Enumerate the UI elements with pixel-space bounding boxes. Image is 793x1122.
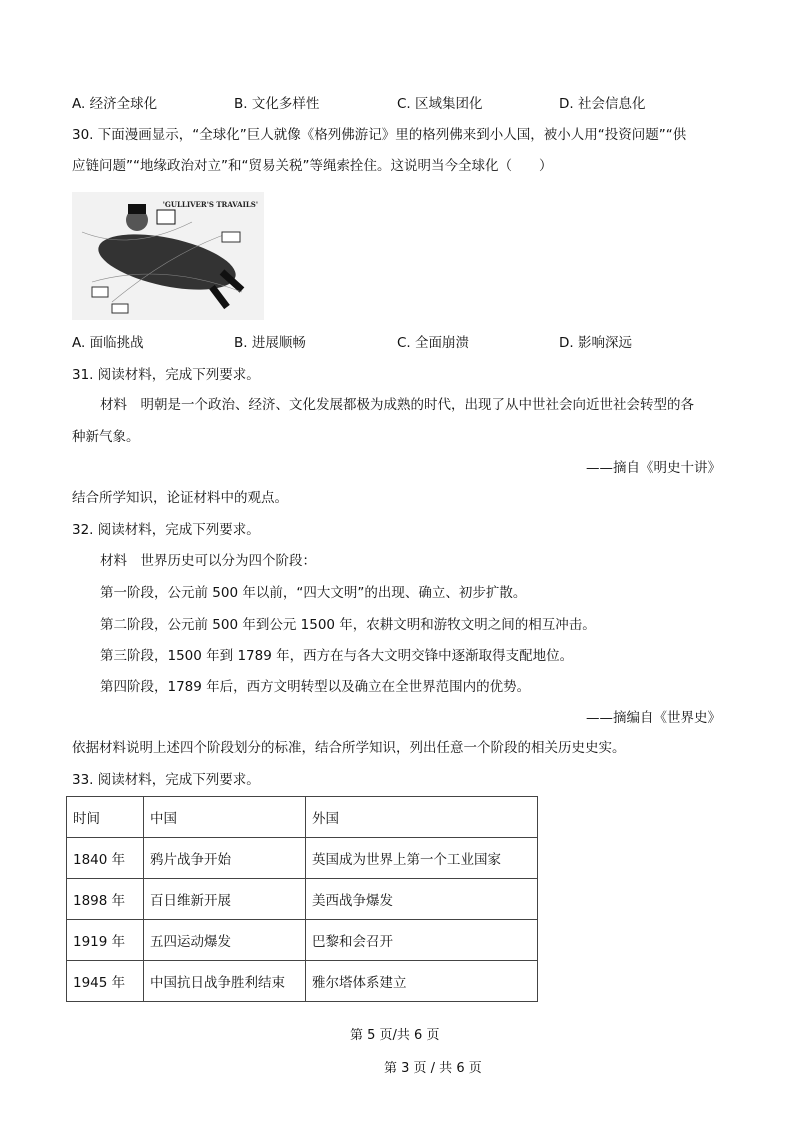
- q32-source: ——摘编自《世界史》: [586, 710, 721, 726]
- q32-stage-2: 第二阶段，公元前 500 年到公元 1500 年，农耕文明和游牧文明之间的相互冲击。: [100, 617, 596, 633]
- outer-page-number: 第 3 页 / 共 6 页: [384, 1061, 482, 1076]
- table-row: [67, 920, 538, 961]
- header-cell: 时间: [67, 797, 144, 838]
- table-cell: 1898 年: [67, 879, 144, 920]
- q32-question: 依据材料说明上述四个阶段划分的标准，结合所学知识，列出任意一个阶段的相关历史史实。: [72, 740, 626, 756]
- option-a: A. 经济全球化: [72, 96, 158, 112]
- q32-stage-4: 第四阶段，1789 年后，西方文明转型以及确立在全世界范围内的优势。: [100, 679, 531, 695]
- q31-title: 31. 阅读材料，完成下列要求。: [72, 367, 260, 383]
- q33-title: 33. 阅读材料，完成下列要求。: [72, 772, 260, 788]
- table-cell: 1919 年: [67, 920, 144, 961]
- table-cell: 1840 年: [67, 838, 144, 879]
- cartoon-drawing: [72, 192, 264, 320]
- table-cell: 鸦片战争开始: [144, 838, 306, 879]
- table-cell: 英国成为世界上第一个工业国家: [306, 838, 538, 879]
- q33-history-table: [66, 796, 538, 1002]
- q30-stem-line1: 30. 下面漫画显示，“全球化”巨人就像《格列佛游记》里的格列佛来到小人国，被小人用“投资问题”“供: [72, 127, 687, 143]
- option-c: C. 区域集团化: [397, 96, 483, 112]
- table-cell: 中国抗日战争胜利结束: [144, 961, 306, 1002]
- table-row: [67, 838, 538, 879]
- table-cell: 雅尔塔体系建立: [306, 961, 538, 1002]
- q32-stage-3: 第三阶段，1500 年到 1789 年，西方在与各大文明交锋中逐渐取得支配地位。: [100, 648, 574, 664]
- option-d: D. 影响深远: [559, 335, 632, 351]
- q32-title: 32. 阅读材料，完成下列要求。: [72, 522, 260, 538]
- q31-question: 结合所学知识，论证材料中的观点。: [72, 490, 288, 506]
- inner-page-number: 第 5 页/共 6 页: [350, 1028, 440, 1043]
- table-cell: 1945 年: [67, 961, 144, 1002]
- table-row: [67, 961, 538, 1002]
- table-cell: 百日维新开展: [144, 879, 306, 920]
- option-b: B. 文化多样性: [234, 96, 320, 112]
- q31-material-line2: 种新气象。: [72, 429, 140, 445]
- table-cell: 美西战争爆发: [306, 879, 538, 920]
- table-header-row: [67, 797, 538, 838]
- table-cell: 巴黎和会召开: [306, 920, 538, 961]
- q32-stage-1: 第一阶段，公元前 500 年以前，“四大文明”的出现、确立、初步扩散。: [100, 585, 527, 601]
- gulliver-cartoon-image: [72, 192, 264, 320]
- q30-stem-line2: 应链问题”“地缘政治对立”和“贸易关税”等绳索拴住。这说明当今全球化（ ）: [72, 158, 553, 174]
- option-d: D. 社会信息化: [559, 96, 646, 112]
- q31-material-line1: 材料 明朝是一个政治、经济、文化发展都极为成熟的时代，出现了从中世社会向近世社会转型的各: [100, 397, 694, 413]
- cartoon-title: 'GULLIVER'S TRAVAILS': [162, 200, 258, 209]
- header-cell: 外国: [306, 797, 538, 838]
- table-row: [67, 879, 538, 920]
- q32-material: 材料 世界历史可以分为四个阶段：: [100, 553, 316, 569]
- option-b: B. 进展顺畅: [234, 335, 306, 351]
- option-c: C. 全面崩溃: [397, 335, 470, 351]
- table-cell: 五四运动爆发: [144, 920, 306, 961]
- option-a: A. 面临挑战: [72, 335, 144, 351]
- header-cell: 中国: [144, 797, 306, 838]
- q31-source: ——摘自《明史十讲》: [586, 460, 721, 476]
